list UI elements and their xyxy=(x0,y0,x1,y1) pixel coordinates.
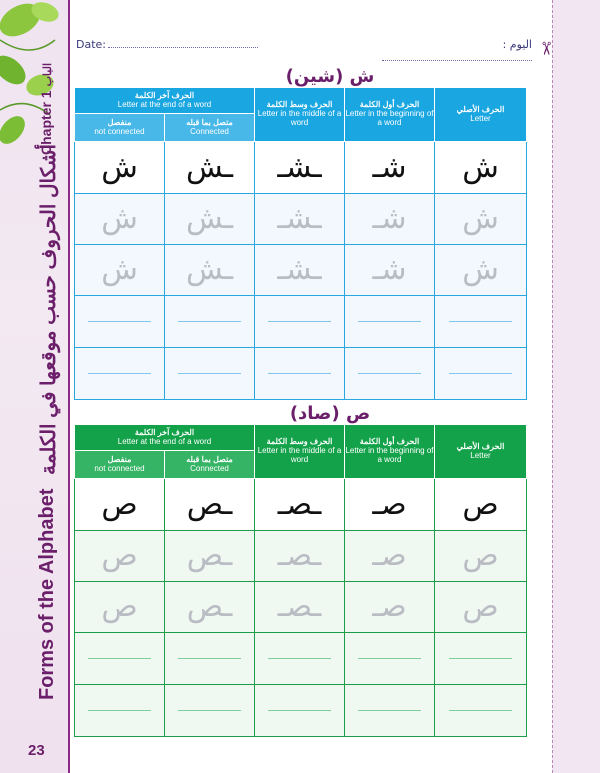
saad-practice-table xyxy=(74,424,527,737)
trace-row[interactable] xyxy=(75,194,527,245)
trace-letter[interactable]: ـش xyxy=(185,252,234,287)
cut-strip xyxy=(552,0,600,773)
date-field-ar[interactable] xyxy=(352,38,532,64)
col-beginning: الحرف أول الكلمة Letter in the beginning of a word xyxy=(345,88,435,142)
col-connected: متصل بما قبله Connected xyxy=(165,451,255,479)
section-title-saad: ص (صاد) xyxy=(289,403,371,424)
trace-row[interactable] xyxy=(75,582,527,633)
trace-letter[interactable]: ـش xyxy=(185,201,234,236)
cut-line xyxy=(552,0,553,773)
col-connected: متصل بما قبله Connected xyxy=(165,114,255,142)
date-field-en[interactable] xyxy=(76,38,258,51)
trace-letter[interactable]: ص xyxy=(462,538,499,573)
trace-letter[interactable]: ـصـ xyxy=(277,589,322,624)
trace-row[interactable] xyxy=(75,245,527,296)
sidebar-title-en: Forms of the Alphabet xyxy=(36,488,58,700)
trace-letter[interactable]: ش xyxy=(101,201,138,236)
model-row xyxy=(75,479,527,531)
blank-row[interactable] xyxy=(75,348,527,400)
trace-letter[interactable]: ش xyxy=(462,201,499,236)
trace-letter[interactable]: شـ xyxy=(372,201,407,236)
trace-letter[interactable]: صـ xyxy=(372,589,407,624)
letter-model: شـ xyxy=(372,149,407,185)
blank-row[interactable] xyxy=(75,633,527,685)
blank-row[interactable] xyxy=(75,685,527,737)
sheen-practice-table xyxy=(74,87,527,400)
letter-model: ش xyxy=(462,149,499,185)
date-label: Date: xyxy=(76,38,106,51)
letter-model: ش xyxy=(101,149,138,185)
trace-letter[interactable]: ص xyxy=(462,589,499,624)
letter-model: ـصـ xyxy=(277,486,322,522)
col-middle: الحرف وسط الكلمة Letter in the middle of a word xyxy=(255,425,345,479)
sidebar-border xyxy=(68,0,70,773)
blank-row[interactable] xyxy=(75,296,527,348)
col-beginning: الحرف أول الكلمة Letter in the beginning of a word xyxy=(345,425,435,479)
letter-model: ـش xyxy=(185,149,234,185)
chapter-label-ar: الباب xyxy=(42,62,54,87)
model-row xyxy=(75,142,527,194)
trace-letter[interactable]: شـ xyxy=(372,252,407,287)
trace-row[interactable] xyxy=(75,531,527,582)
col-not-connected: منفصل not connected xyxy=(75,114,165,142)
col-end-word: الحرف آخر الكلمة Letter at the end of a word xyxy=(75,425,255,451)
date-label-ar: اليوم : xyxy=(502,38,532,51)
page-number: 23 xyxy=(28,742,45,759)
sidebar-title-ar: أشكال الحروف حسب موقعها في الكلمة xyxy=(38,144,60,475)
col-end-word: الحرف آخر الكلمة Letter at the end of a word xyxy=(75,88,255,114)
col-original: الحرف الأصلي Letter xyxy=(435,88,527,142)
section-title-sheen: ش (شين) xyxy=(285,66,375,87)
chapter-number: Chapter 1 xyxy=(38,90,54,155)
trace-letter[interactable]: ـشـ xyxy=(277,252,322,287)
letter-model: ص xyxy=(101,486,138,522)
letter-model: ـص xyxy=(186,486,233,522)
trace-letter[interactable]: ـشـ xyxy=(277,201,322,236)
col-original: الحرف الأصلي Letter xyxy=(435,425,527,479)
letter-model: ص xyxy=(462,486,499,522)
trace-letter[interactable]: ـص xyxy=(186,589,233,624)
col-not-connected: منفصل not connected xyxy=(75,451,165,479)
trace-letter[interactable]: ص xyxy=(101,538,138,573)
scissors-icon: ✂ xyxy=(535,40,557,57)
trace-letter[interactable]: ش xyxy=(462,252,499,287)
trace-letter[interactable]: ـص xyxy=(186,538,233,573)
col-middle: الحرف وسط الكلمة Letter in the middle of a word xyxy=(255,88,345,142)
trace-letter[interactable]: ـصـ xyxy=(277,538,322,573)
letter-model: صـ xyxy=(372,486,407,522)
trace-letter[interactable]: ص xyxy=(101,589,138,624)
letter-model: ـشـ xyxy=(277,149,322,185)
trace-letter[interactable]: صـ xyxy=(372,538,407,573)
trace-letter[interactable]: ش xyxy=(101,252,138,287)
